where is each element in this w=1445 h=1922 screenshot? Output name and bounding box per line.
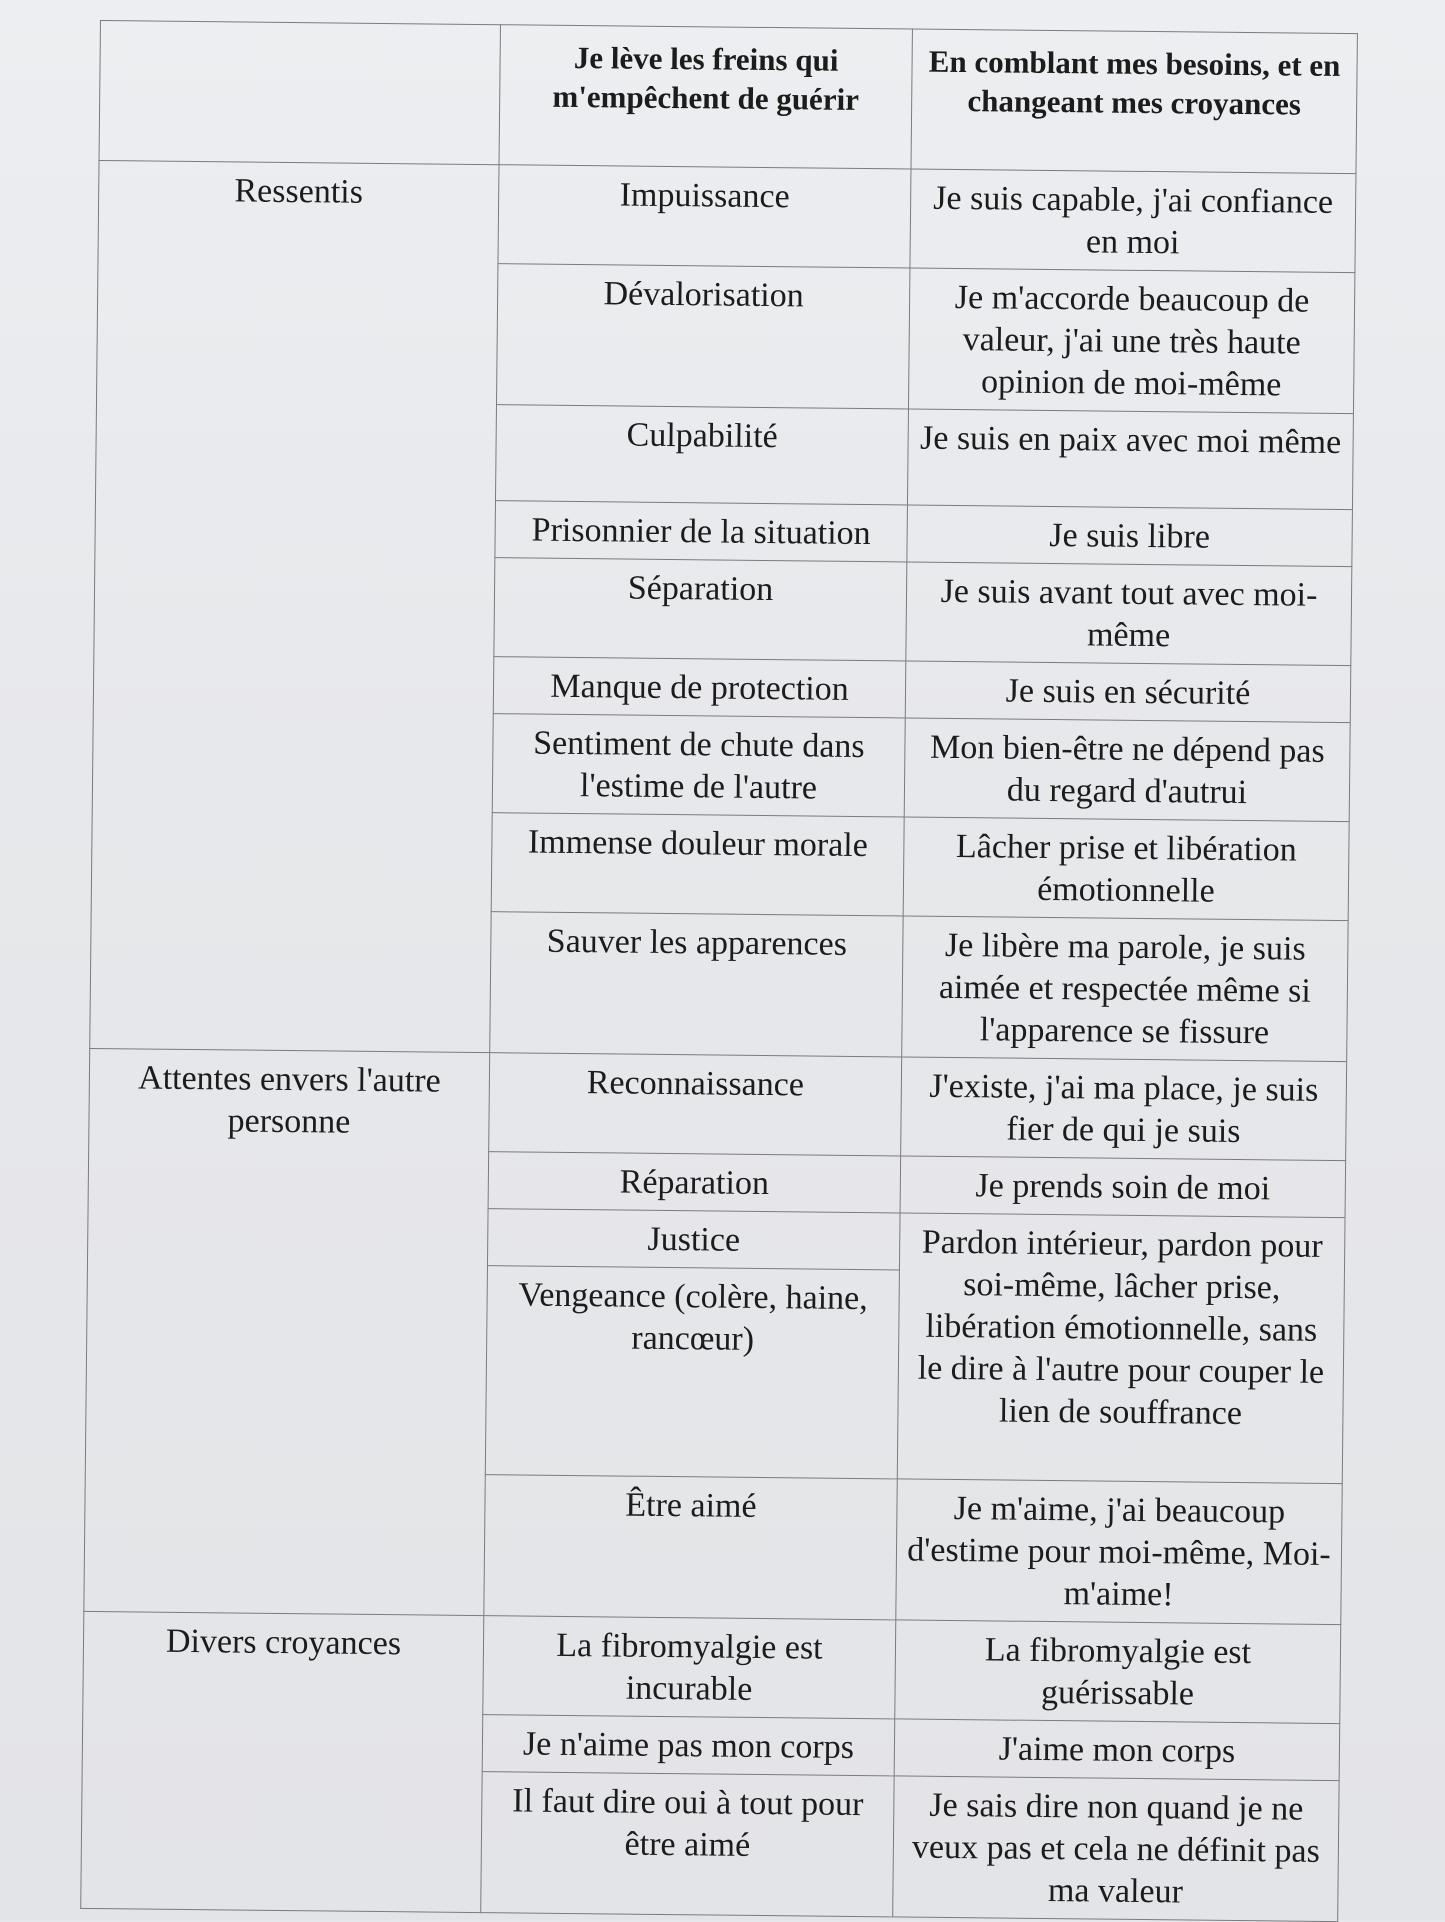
frein-cell: Réparation — [488, 1152, 901, 1213]
besoin-cell: Je suis en paix avec moi même — [907, 409, 1353, 510]
besoin-cell: Je m'accorde beaucoup de valeur, j'ai une très haute opinion de moi-même — [908, 268, 1354, 414]
table-row — [83, 1611, 1341, 1723]
frein-cell: Il faut dire oui à tout pour être aimé — [481, 1772, 894, 1917]
frein-cell: Reconnaissance — [489, 1053, 902, 1156]
besoin-cell: Je suis capable, j'ai confiance en moi — [910, 169, 1356, 273]
frein-cell: Vengeance (colère, haine, rancœur) — [485, 1266, 899, 1479]
frein-cell: Prisonnier de la situation — [495, 501, 908, 562]
besoin-cell: Je suis en sécurité — [905, 661, 1351, 723]
category-attentes: Attentes envers l'autre personne — [84, 1048, 490, 1615]
header-row — [99, 21, 1357, 174]
besoin-cell: Je suis libre — [907, 505, 1353, 567]
frein-cell: Manque de protection — [493, 657, 906, 718]
besoin-cell: J'existe, j'ai ma place, je suis fier de qui je suis — [901, 1057, 1347, 1161]
frein-cell: Sentiment de chute dans l'estime de l'autre — [492, 714, 905, 817]
beliefs-table — [80, 20, 1358, 1922]
besoin-cell: La fibromyalgie est guérissable — [895, 1620, 1341, 1724]
besoin-cell: Je libère ma parole, je suis aimée et respectée même si l'apparence se fissure — [902, 916, 1348, 1062]
category-ressentis: Ressentis — [90, 160, 499, 1052]
frein-cell: Impuissance — [498, 165, 911, 268]
besoin-cell: Je m'aime, j'ai beaucoup d'estime pour moi-même, Moi-m'aime! — [896, 1479, 1342, 1625]
frein-cell: Dévalorisation — [496, 264, 909, 409]
frein-cell: Sauver les apparences — [490, 912, 903, 1057]
printed-sheet — [81, 20, 1357, 1911]
header-besoins: En comblant mes besoins, et en changeant mes croyances — [911, 29, 1357, 174]
header-empty-cell — [99, 21, 500, 165]
besoin-cell: Je prends soin de moi — [900, 1156, 1346, 1218]
frein-cell: La fibromyalgie est incurable — [483, 1616, 896, 1719]
frein-cell: Culpabilité — [495, 405, 908, 505]
frein-cell: Immense douleur morale — [491, 813, 904, 916]
frein-cell: Être aimé — [484, 1475, 897, 1620]
besoin-cell: J'aime mon corps — [894, 1719, 1340, 1781]
besoin-cell: Je suis avant tout avec moi-même — [906, 562, 1352, 666]
table-row — [98, 160, 1356, 272]
frein-cell: Justice — [487, 1209, 900, 1270]
frein-cell: Je n'aime pas mon corps — [482, 1715, 895, 1776]
besoin-cell: Lâcher prise et libération émotionnelle — [903, 817, 1349, 921]
header-freins: Je lève les freins qui m'empêchent de guérir — [499, 25, 912, 169]
besoin-cell: Je sais dire non quand je ne veux pas et cela ne définit pas ma valeur — [893, 1776, 1339, 1922]
besoin-cell-merged: Pardon intérieur, pardon pour soi-même, lâcher prise, libération émotionnelle, sans le dire à l'autre pour couper le lien de souffrance — [897, 1213, 1345, 1484]
category-croyances: Divers croyances — [81, 1611, 484, 1912]
table-row — [89, 1048, 1347, 1160]
besoin-cell: Mon bien-être ne dépend pas du regard d'autrui — [904, 718, 1350, 822]
frein-cell: Séparation — [494, 558, 907, 661]
